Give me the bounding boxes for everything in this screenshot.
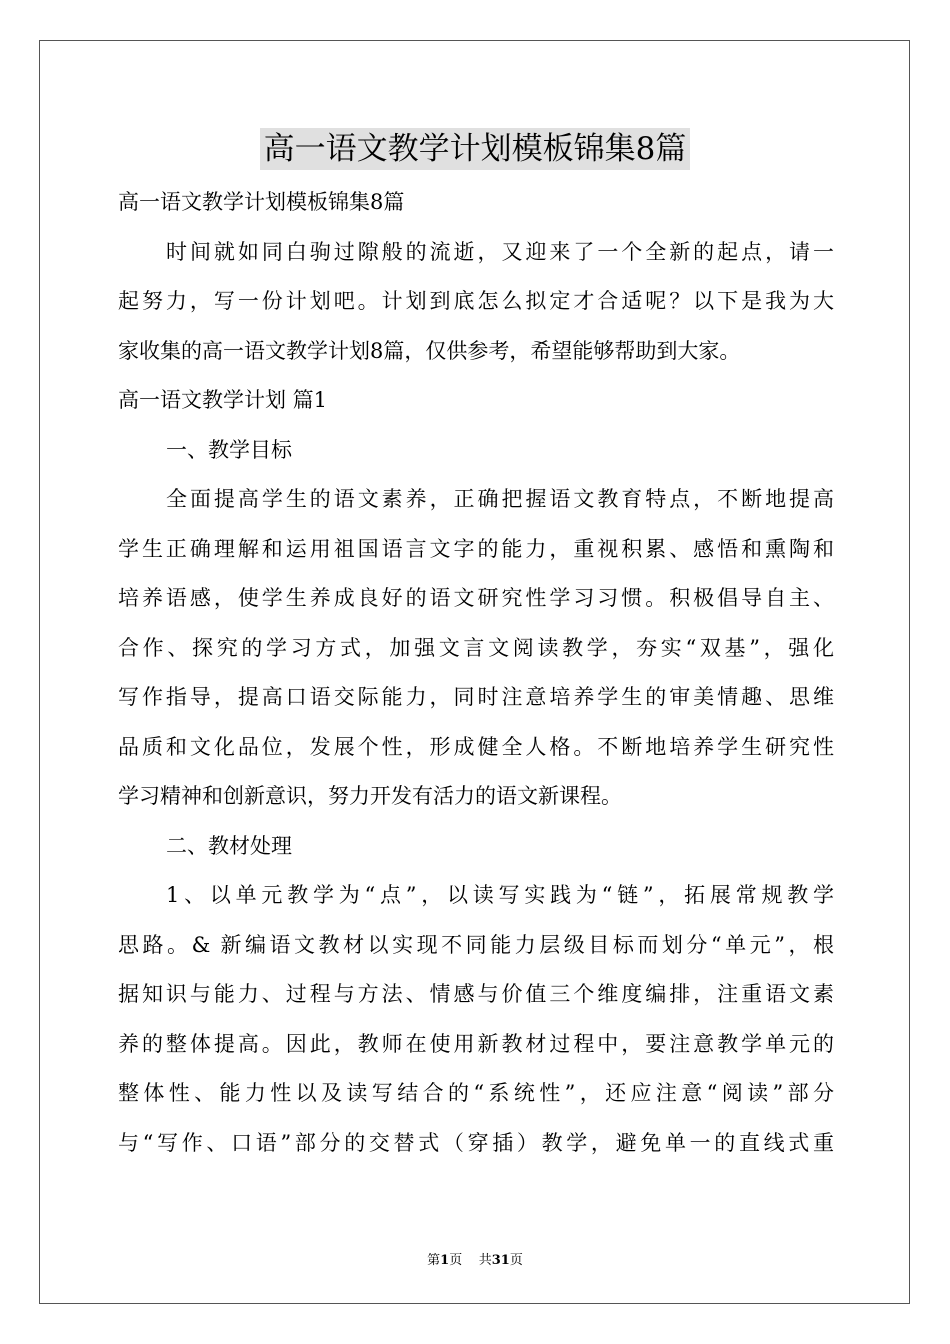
paragraph-line: 养的整体提高。因此，教师在使用新教材过程中，要注意教学单元的 <box>118 1031 834 1056</box>
subsection-heading: 二、教材处理 <box>166 833 292 858</box>
subsection-heading: 一、教学目标 <box>166 437 292 462</box>
document-title: 高一语文教学计划模板锦集8篇 <box>260 128 691 170</box>
paragraph-line: 整体性、能力性以及读写结合的“系统性”，还应注意“阅读”部分 <box>118 1081 834 1105</box>
subtitle-line: 高一语文教学计划模板锦集8篇 <box>118 190 405 214</box>
paragraph-line: 品质和文化品位，发展个性，形成健全人格。不断地培养学生研究性 <box>118 734 834 759</box>
paragraph-line: 思路。& 新编语文教材以实现不同能力层级目标而划分“单元”，根 <box>118 932 834 957</box>
current-page-number: 1 <box>440 1253 450 1268</box>
paragraph-line: 据知识与能力、过程与方法、情感与价值三个维度编排，注重语文素 <box>118 982 834 1006</box>
paragraph-line: 1、以单元教学为“点”，以读写实践为“链”，拓展常规教学 <box>166 883 834 907</box>
paragraph-line: 学习精神和创新意识，努力开发有活力的语文新课程。 <box>118 784 622 808</box>
paragraph-line: 学生正确理解和运用祖国语言文字的能力，重视积累、感悟和熏陶和 <box>118 536 834 561</box>
page-label-mid: 页 共 <box>449 1253 492 1268</box>
paragraph-line: 时间就如同白驹过隙般的流逝，又迎来了一个全新的起点，请一 <box>166 239 834 264</box>
section-heading: 高一语文教学计划 篇1 <box>118 388 328 412</box>
paragraph-line: 全面提高学生的语文素养，正确把握语文教育特点，不断地提高 <box>166 487 834 511</box>
page-label-prefix: 第 <box>427 1253 441 1268</box>
document-body <box>118 178 834 1168</box>
title-container <box>0 128 950 170</box>
paragraph-line: 起努力，写一份计划吧。计划到底怎么拟定才合适呢？以下是我为大 <box>118 289 834 313</box>
paragraph-line: 合作、探究的学习方式，加强文言文阅读教学，夯实“双基”，强化 <box>118 635 834 660</box>
page-label-suffix: 页 <box>509 1253 523 1268</box>
paragraph-line: 培养语感，使学生养成良好的语文研究性学习习惯。积极倡导自主、 <box>118 586 834 610</box>
page-footer <box>0 1249 950 1268</box>
paragraph-line: 家收集的高一语文教学计划8篇，仅供参考，希望能够帮助到大家。 <box>118 338 741 363</box>
total-page-count: 31 <box>491 1253 510 1268</box>
paragraph-line: 与“写作、口语”部分的交替式（穿插）教学，避免单一的直线式重 <box>118 1130 834 1155</box>
paragraph-line: 写作指导，提高口语交际能力，同时注意培养学生的审美情趣、思维 <box>118 685 834 709</box>
